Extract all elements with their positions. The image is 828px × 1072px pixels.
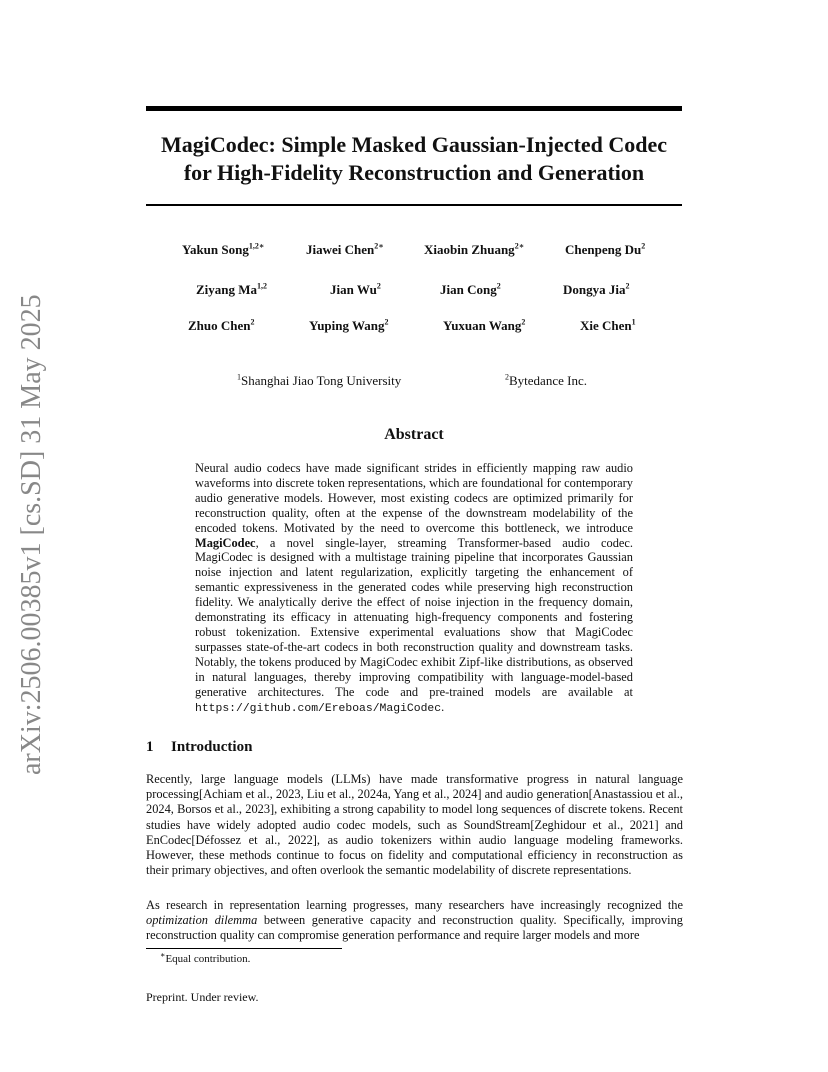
author-yuxuan-wang: Yuxuan Wang$^2$ [443, 317, 526, 333]
author-ziyang-ma: Ziyang Ma$^{1,2}$ [196, 281, 268, 297]
author-zhuo-chen: Zhuo Chen$^2$ [188, 317, 255, 333]
abstract-model-name: MagiCodec [195, 535, 256, 550]
author-jian-wu: Jian Wu$^2$ [330, 281, 381, 297]
title-rule-top [146, 106, 682, 111]
author-dongya-jia: Dongya Jia$^2$ [563, 281, 630, 297]
code-url-link[interactable]: https://github.com/Ereboas/MagiCodec [195, 702, 442, 715]
title-line-2: for High-Fidelity Reconstruction and Generation [183, 160, 645, 185]
author-xiaobin-zhuang: Xiaobin Zhuang$^{2∗}$ [424, 241, 525, 257]
intro-paragraph-2: As research in representation learning progresses, many researchers have increasingly recognized the optimization dilemma between generative capacity and reconstruction quality. Specifically, improving reconstruction quality can compromise generation performance and require larger models and more [146, 898, 683, 943]
author-chenpeng-du: Chenpeng Du$^2$ [565, 241, 646, 257]
title-line-1: MagiCodec: Simple Masked Gaussian-Injected Codec [161, 132, 667, 157]
arxiv-stamp: arXiv:2506.00385v1 [cs.SD] 31 May 2025 [16, 294, 47, 775]
section-heading-introduction: 1 Introduction [146, 739, 253, 755]
intro-paragraph-1: Recently, large language models (LLMs) have made transformative progress in natural language processing[Achiam et al., 2023, Liu et al., 2024a, Yang et al., 2024] and audio generation[Anastassiou et al., 2024, Borsos et al., 2023], exhibiting a strong capability to model long sequences of discrete tokens. Recent studies have widely adopted audio codec models, such as SoundStream[Zeghidour et al., 2021] and EnCodec[Défossez et al., 2022], as audio tokenizers within audio language modeling frameworks. However, these methods continue to focus on fidelity and computational efficiency in reconstruction as their primary objectives, and often overlook the semantic modelability of discrete representations. [146, 772, 683, 878]
abstract-heading: Abstract [384, 426, 444, 443]
affiliation-sjtu: $^1$Shanghai Jiao Tong University [237, 372, 402, 388]
affiliation-bytedance: $^2$Bytedance Inc. [505, 372, 587, 388]
author-jiawei-chen: Jiawei Chen$^{2∗}$ [306, 241, 384, 257]
abstract-body: Neural audio codecs have made significant strides in efficiently mapping raw audio waveforms into discrete token representations, which are foundational for contemporary audio generative models. However, most existing codecs are optimized primarily for reconstruction quality, often at the expense of the downstream modelability of the encoded tokens. Motivated by the need to overcome this bottleneck, we introduce MagiCodec, a novel single-layer, streaming Transformer-based audio codec. MagiCodec is designed with a multistage training pipeline that incorporates Gaussian noise injection and latent regularization, explicitly targeting the enhancement of semantic expressiveness in the generated codes while preserving high reconstruction fidelity. We analytically derive the effect of noise injection in the frequency domain, demonstrating its efficacy in attenuating high-frequency components and fostering robust tokenization. Extensive experimental evaluations show that MagiCodec surpasses state-of-the-art codecs in both reconstruction quality and downstream tasks. Notably, the tokens produced by MagiCodec exhibit Zipf-like distributions, as observed in natural languages, thereby improving compatibility with language-model-based generative architectures. The code and pre-trained models are available at https://github.com/Ereboas/MagiCodec. [195, 461, 633, 715]
paper-title [110, 131, 718, 187]
footnote-equal-contribution: ∗Equal contribution. [160, 950, 251, 965]
title-rule-bottom [146, 204, 682, 206]
footnote-rule [146, 948, 342, 949]
author-xie-chen: Xie Chen$^1$ [580, 317, 636, 333]
author-yuping-wang: Yuping Wang$^2$ [309, 317, 389, 333]
author-jian-cong: Jian Cong$^2$ [440, 281, 501, 297]
author-yakun-song: Yakun Song$^{1,2∗}$ [182, 241, 265, 257]
preprint-note: Preprint. Under review. [146, 990, 259, 1004]
